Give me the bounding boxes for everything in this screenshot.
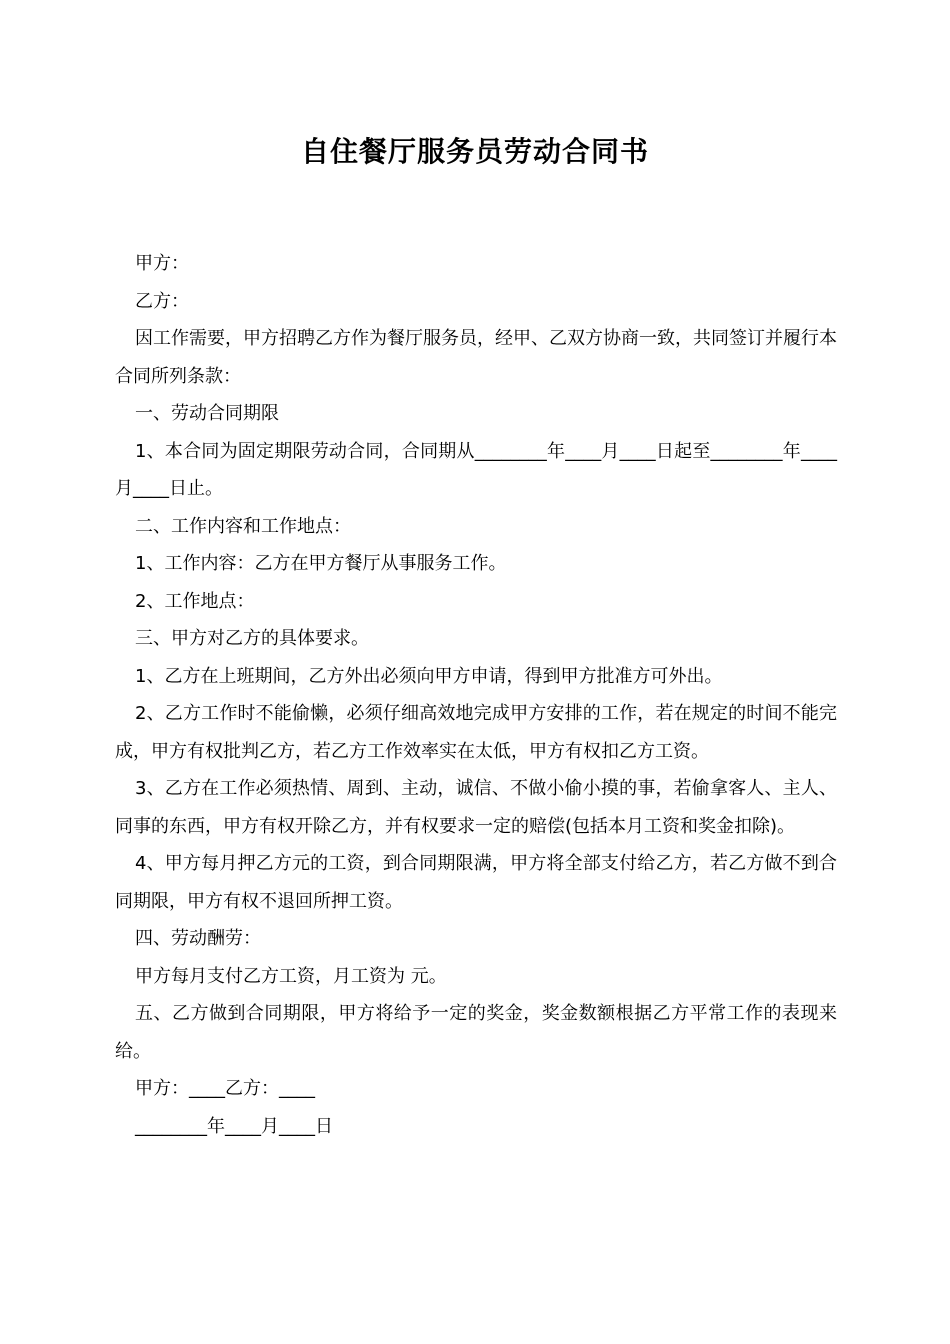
work-location-clause: 2、工作地点： (135, 590, 255, 612)
section-heading-term: 一、劳动合同期限 (135, 403, 279, 424)
pay-clause: 甲方每月支付乙方工资，月工资为 元。 (135, 965, 447, 987)
party-a-line: 甲方： (135, 253, 189, 274)
preamble-paragraph: 因工作需要，甲方招聘乙方作为餐厅服务员，经甲、乙双方协商一致，共同签订并履行本合同所列条款： (115, 328, 837, 387)
term-clause-1: 1、本合同为固定期限劳动合同，合同期从________年____月____日起至________年____月____日止。 (115, 440, 837, 499)
section-heading-requirements: 三、甲方对乙方的具体要求。 (135, 628, 369, 649)
requirement-clause-1: 1、乙方在上班期间，乙方外出必须向甲方申请，得到甲方批准方可外出。 (135, 665, 723, 687)
party-b-line: 乙方： (135, 290, 189, 312)
document-body (115, 245, 837, 1145)
signature-line: 甲方：____乙方：____ (135, 1078, 315, 1099)
date-line: ________年____月____日 (135, 1115, 333, 1137)
requirement-clause-2: 2、乙方工作时不能偷懒，必须仔细高效地完成甲方安排的工作，若在规定的时间不能完成，甲方有权批判乙方，若乙方工作效率实在太低，甲方有权扣乙方工资。 (115, 703, 837, 762)
section-heading-work: 二、工作内容和工作地点： (135, 515, 351, 537)
requirement-clause-4: 4、甲方每月押乙方元的工资，到合同期限满，甲方将全部支付给乙方，若乙方做不到合同期限，甲方有权不退回所押工资。 (115, 853, 837, 912)
document-title: 自住餐厅服务员劳动合同书 (300, 135, 649, 168)
bonus-clause: 五、乙方做到合同期限，甲方将给予一定的奖金，奖金数额根据乙方平常工作的表现来给。 (115, 1003, 837, 1062)
work-content-clause: 1、工作内容：乙方在甲方餐厅从事服务工作。 (135, 553, 507, 574)
section-heading-pay: 四、劳动酬劳： (135, 928, 261, 949)
requirement-clause-3: 3、乙方在工作必须热情、周到、主动，诚信、不做小偷小摸的事，若偷拿客人、主人、同事的东西，甲方有权开除乙方，并有权要求一定的赔偿(包括本月工资和奖金扣除)。 (115, 778, 837, 837)
